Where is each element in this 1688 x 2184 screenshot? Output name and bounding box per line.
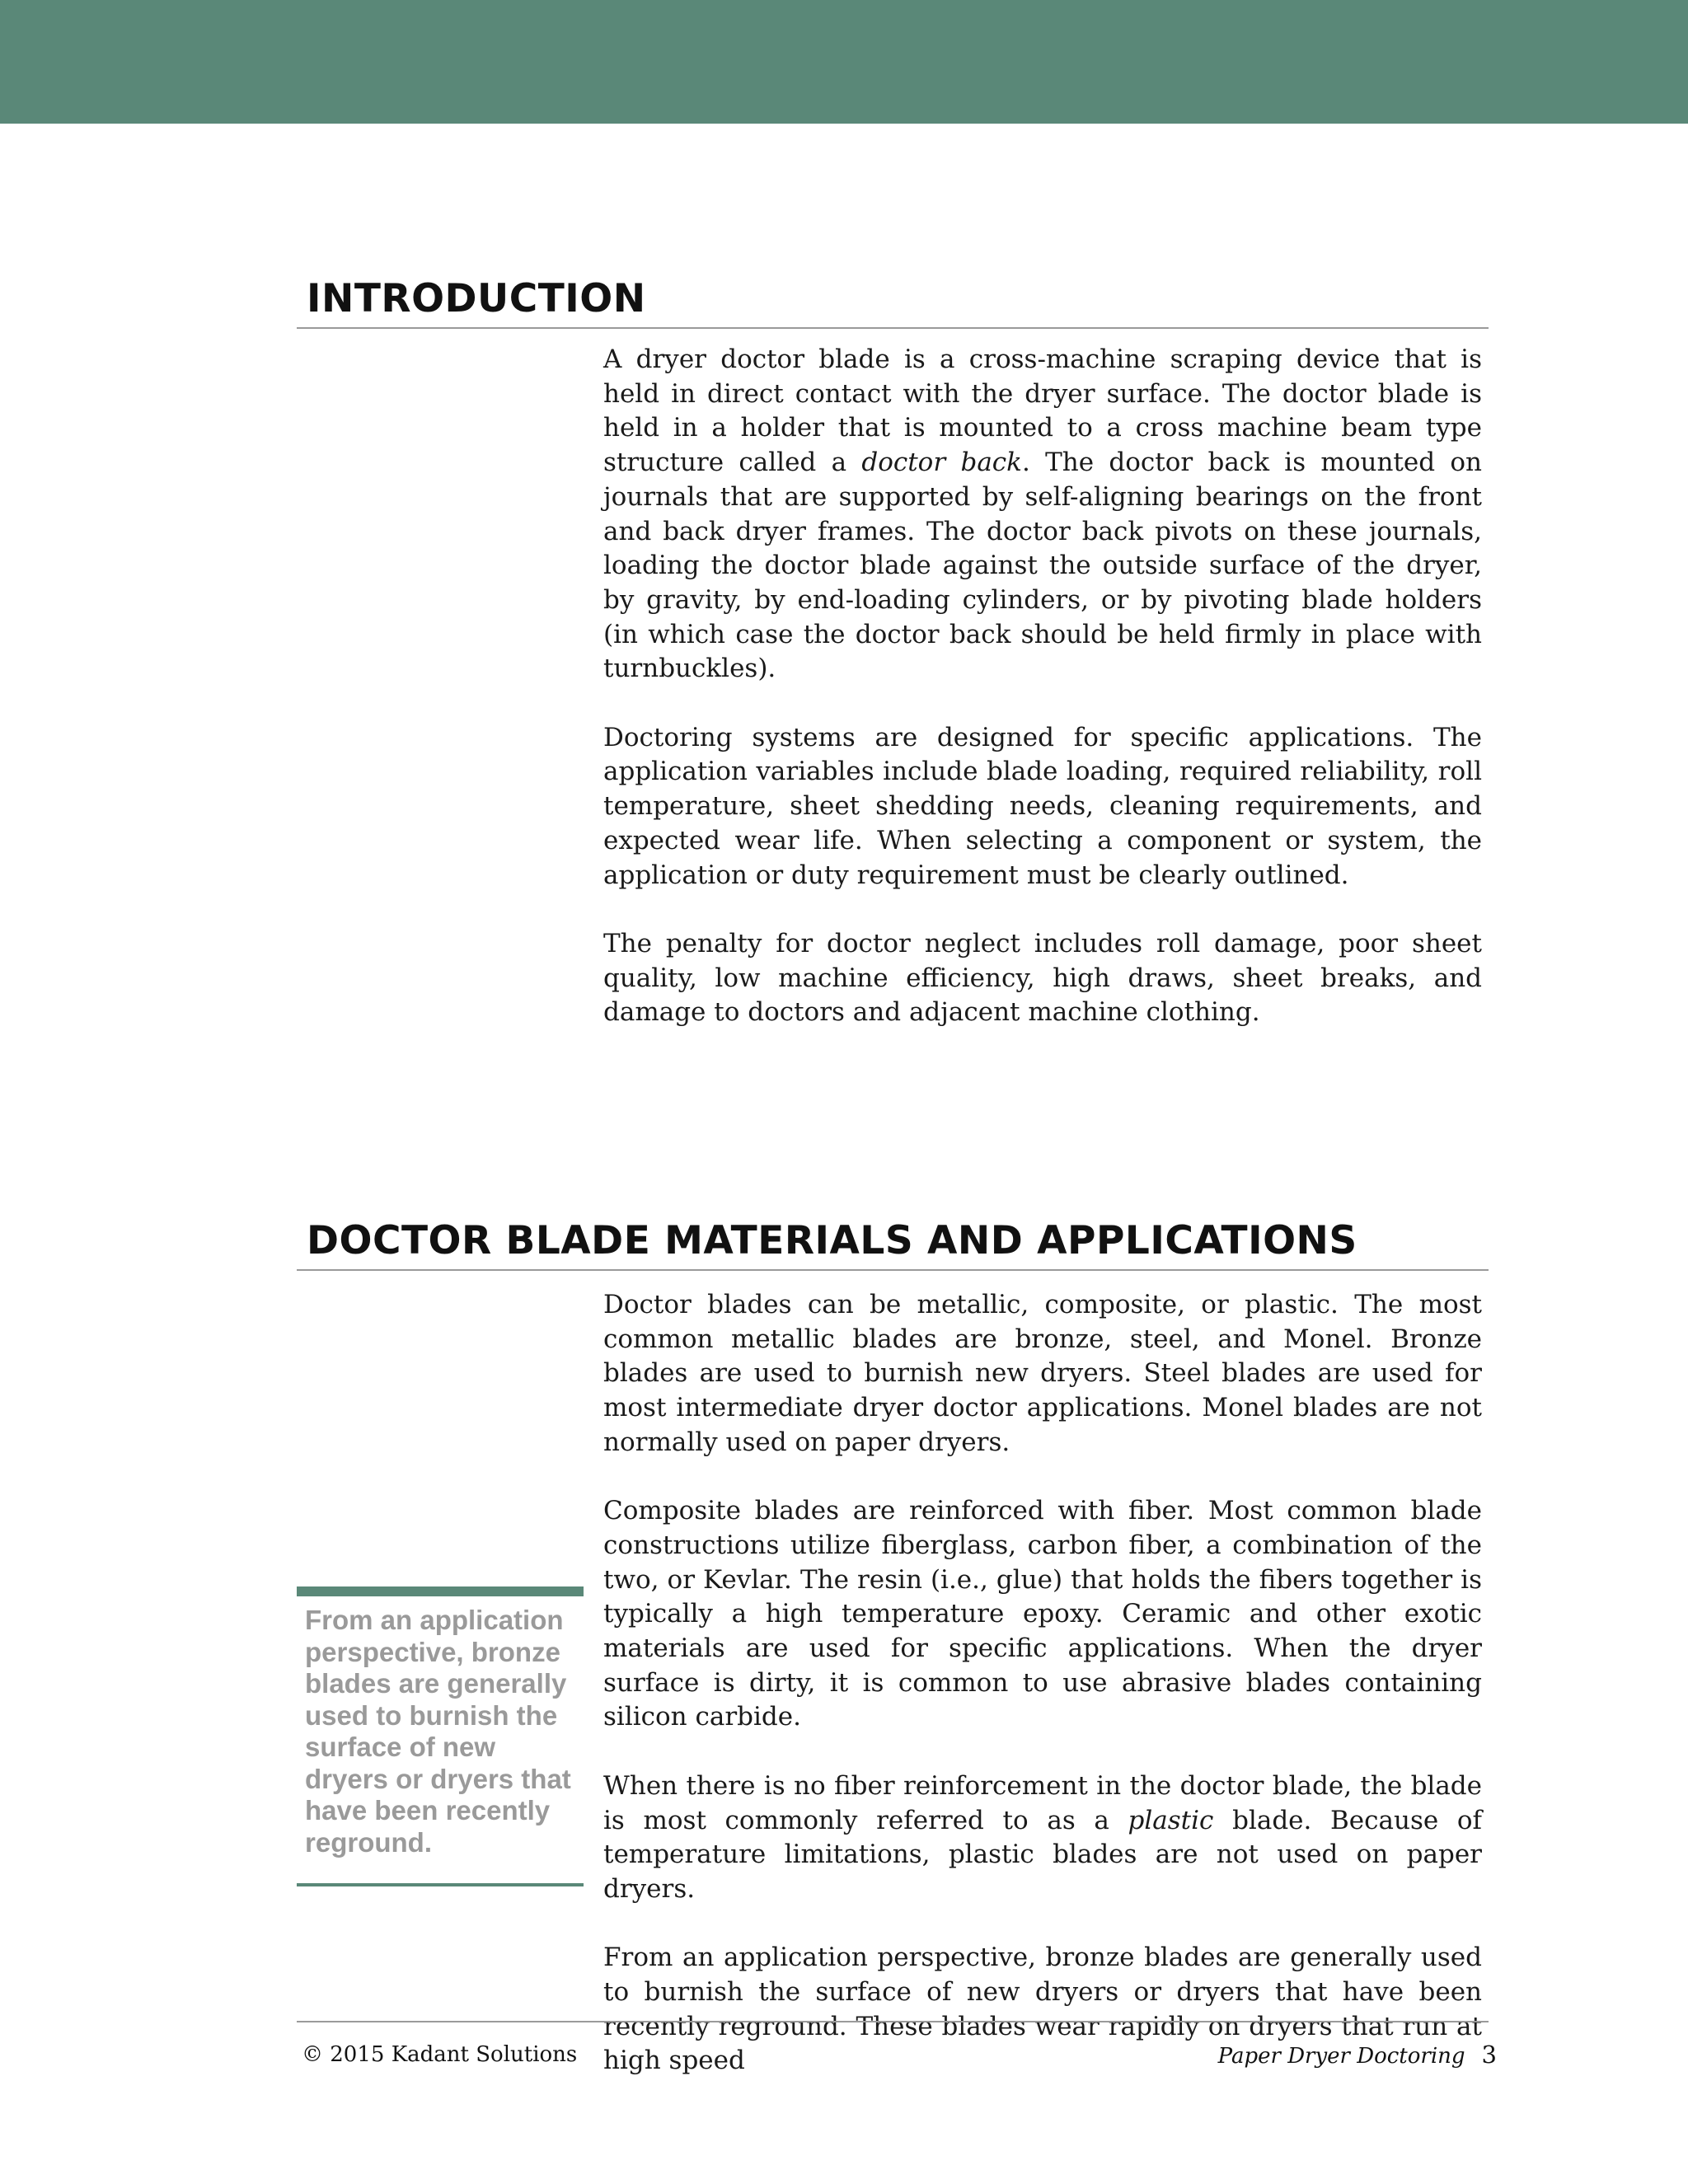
intro-paragraph-3: The penalty for doctor neglect includes roll damage, poor sheet quality, low machine efficiency, high draws, sheet breaks, and damage to doctors and adjacent machine clothing. <box>603 928 1482 1028</box>
materials-heading: DOCTOR BLADE MATERIALS AND APPLICATIONS <box>297 1220 1489 1271</box>
footer-doc-title: Paper Dryer Doctoring <box>1217 2044 1465 2069</box>
plastic-term: plastic <box>1128 1805 1214 1835</box>
intro-paragraph-2: Doctoring systems are designed for specific applications. The application variables include blade loading, required reliability, roll temperature, sheet shedding needs, cleaning requirements, and expected wear life. When selecting a component or system, the application or duty requirement must be clearly outlined. <box>603 722 1482 890</box>
materials-paragraph-1: Doctor blades can be metallic, composite, or plastic. The most common metallic blades are bronze, steel, and Monel. Bronze blades are used to burnish new dryers. Steel blades are used for most intermediate dryer doctor applications. Monel blades are not normally used on paper dryers. <box>603 1290 1482 1457</box>
materials-paragraph-3: When there is no fiber reinforcement in the doctor blade, the blade is most commonly referred to as a plastic blade. Because of temperature limitations, plastic blades are not used on paper dryers. <box>603 1770 1483 1904</box>
header-band <box>0 0 1688 124</box>
footer-right <box>1218 2041 1497 2069</box>
introduction-body <box>603 343 1482 1065</box>
pull-quote: From an application perspective, bronze blades are generally used to burnish the surface of new dryers or dryers that have been recently reground. <box>297 1586 584 1886</box>
materials-body <box>603 1288 1482 2113</box>
footer-copyright: © 2015 Kadant Solutions <box>302 2042 578 2067</box>
doctor-back-term: doctor back <box>861 448 1022 478</box>
introduction-heading: INTRODUCTION <box>297 278 1489 329</box>
materials-paragraph-4: From an application perspective, bronze blades are generally used to burnish the surface of new dryers or dryers that have been recently reground. These blades wear rapidly on dryers that run at high speed <box>603 1943 1482 2076</box>
page-number: 3 <box>1481 2041 1497 2069</box>
intro-paragraph-1: A dryer doctor blade is a cross-machine scraping device that is held in direct contact with the dryer surface. The doctor blade is held in a holder that is mounted to a cross machine beam type structure called a doctor back. The doctor back is mounted on journals that are supported by self-aligning bearings on the front and back dryer frames. The doctor back pivots on these journals, loading the doctor blade against the outside surface of the dryer, by gravity, by end-loading cylinders, or by pivoting blade holders (in which case the doctor back should be held firmly in place with turnbuckles). <box>603 344 1482 684</box>
materials-paragraph-2: Composite blades are reinforced with fiber. Most common blade constructions utilize fiberglass, carbon fiber, a combination of the two, or Kevlar. The resin (i.e., glue) that holds the fibers together is typically a high temperature epoxy. Ceramic and other exotic materials are used for specific applications. When the dryer surface is dirty, it is common to use abrasive blades containing silicon carbide. <box>603 1496 1482 1732</box>
footer-rule <box>297 2021 1489 2022</box>
